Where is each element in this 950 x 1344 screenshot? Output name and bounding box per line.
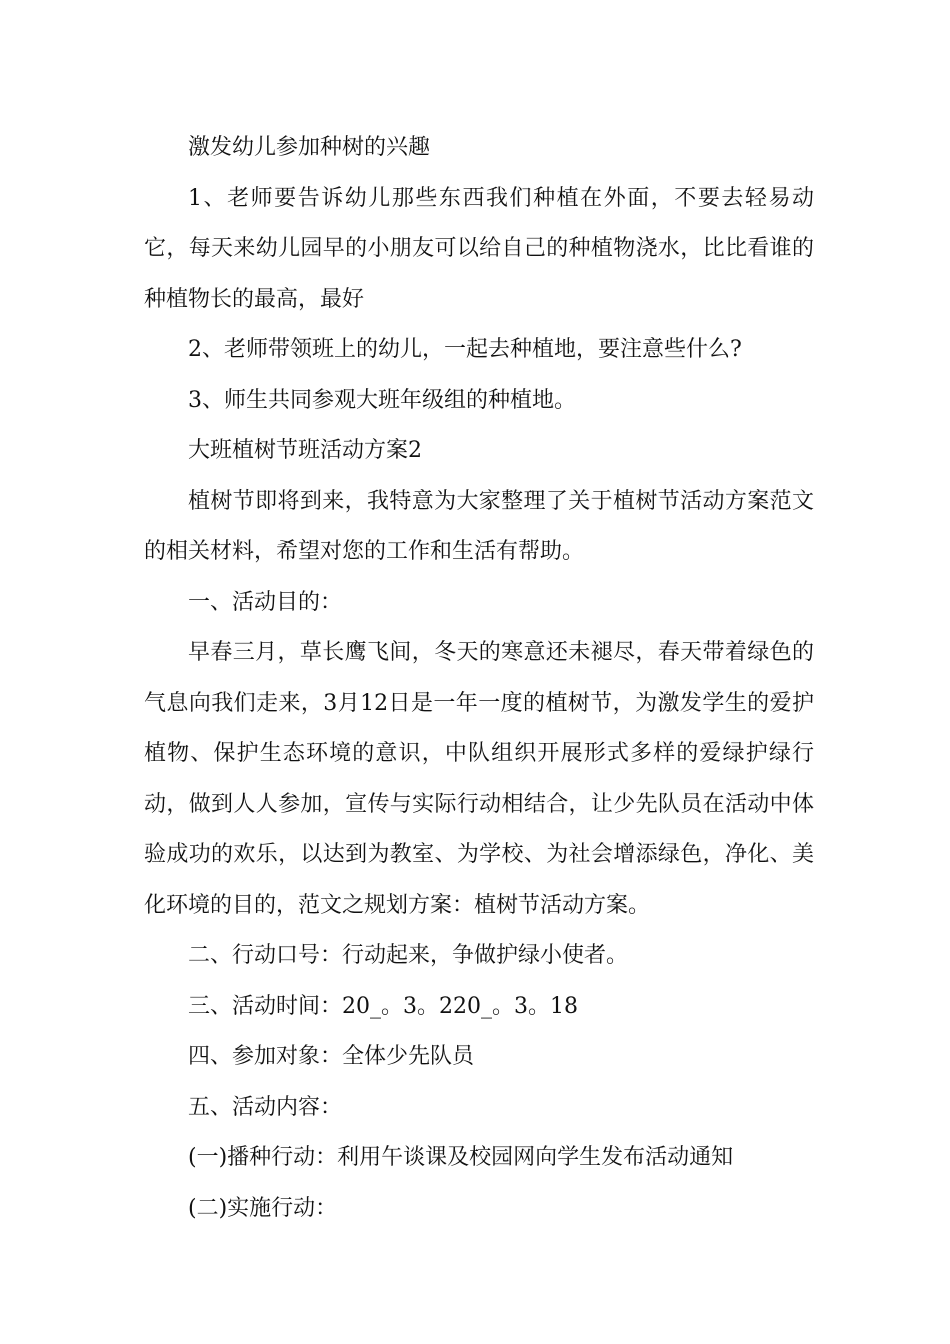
- paragraph-step-2: 2、老师带领班上的幼儿，一起去种植地，要注意些什么?: [188, 337, 742, 362]
- heading-participants: 四、参加对象：全体少先队员: [188, 1044, 475, 1069]
- document-body: [144, 123, 814, 1234]
- heading-slogan: 二、行动口号：行动起来，争做护绿小使者。: [188, 943, 629, 968]
- item-implementation-action: (二)实施行动：: [188, 1195, 338, 1221]
- paragraph-step-1: 1、老师要告诉幼儿那些东西我们种植在外面，不要去轻易动它，每天来幼儿园早的小朋友可以给自己的种植物浇水，比比看谁的种植物长的最高，最好: [144, 185, 814, 312]
- section-heading: 大班植树节班活动方案2: [188, 438, 422, 463]
- heading-time: 三、活动时间：20_。3。220_。3。18: [188, 993, 578, 1019]
- paragraph-step-3: 3、师生共同参观大班年级组的种植地。: [188, 387, 576, 413]
- paragraph-intro: 植树节即将到来，我特意为大家整理了关于植树节活动方案范文的相关材料，希望对您的工作和生活有帮助。: [144, 488, 814, 564]
- heading-content: 五、活动内容：: [188, 1094, 343, 1120]
- item-sowing-action: (一)播种行动：利用午谈课及校园网向学生发布活动通知: [188, 1145, 734, 1170]
- heading-purpose: 一、活动目的：: [188, 589, 343, 615]
- paragraph-motivation: 激发幼儿参加种树的兴趣: [188, 135, 431, 160]
- paragraph-purpose: 早春三月，草长鹰飞间，冬天的寒意还未褪尽，春天带着绿色的气息向我们走来，3月12日是一年一度的植树节，为激发学生的爱护植物、保护生态环境的意识，中队组织开展形式多样的爱绿护绿行动，做到人人参加，宣传与实际行动相结合，让少先队员在活动中体验成功的欢乐，以达到为教室、为学校、为社会增添绿色，净化、美化环境的目的，范文之规划方案：植树节活动方案。: [144, 640, 814, 918]
